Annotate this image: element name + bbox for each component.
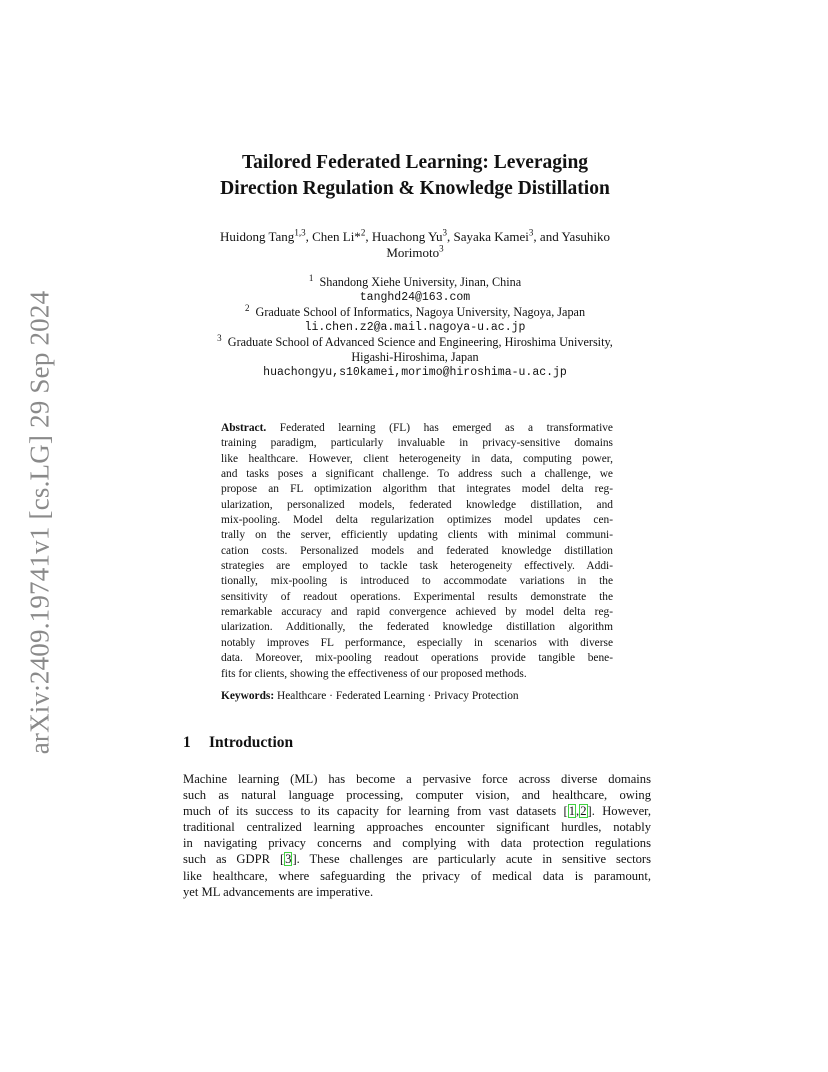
citation-link-1[interactable]: 1 xyxy=(568,804,576,819)
body-line xyxy=(183,851,651,867)
title-line-2: Direction Regulation & Knowledge Distillation xyxy=(220,178,610,199)
paper-title xyxy=(120,150,710,202)
abstract-line: ularization, personalized models, federated knowledge distillation, and xyxy=(221,498,613,511)
abstract-line: notably improves FL performance, especially in scenarios with diverse xyxy=(221,636,613,649)
section-number: 1 xyxy=(183,734,191,751)
abstract-line: mix-pooling. Model delta regularization optimizes model updates cen- xyxy=(221,514,613,527)
citation-link-2[interactable]: 2 xyxy=(580,804,587,819)
affiliations xyxy=(160,272,670,380)
citation-separator: , xyxy=(576,804,580,819)
affil-mark: 1 xyxy=(308,272,314,283)
author-affil-mark: 3 xyxy=(528,227,534,238)
author-affil-mark: 3 xyxy=(442,227,447,238)
author-name: , Sayaka Kamei xyxy=(446,229,529,244)
author-affil-mark: 1,3 xyxy=(294,227,306,238)
section-heading xyxy=(183,734,293,752)
affil-name: Graduate School of Informatics, Nagoya University, Nagoya, Japan xyxy=(255,305,586,319)
abstract-line: strategies are employed to tackle task heterogeneity effectively. Addi- xyxy=(221,560,613,573)
affiliation-1 xyxy=(160,272,670,290)
author-affil-mark: 3 xyxy=(439,243,444,254)
body-line: in navigating privacy concerns and complying with data protection regulations xyxy=(183,836,651,851)
author-name: Huidong Tang xyxy=(219,229,295,244)
affil-mark: 3 xyxy=(217,332,222,343)
keywords xyxy=(221,690,519,702)
affiliation-3-email[interactable]: huachongyu,s10kamei,morimo@hiroshima-u.ac.jp xyxy=(263,366,567,379)
abstract xyxy=(221,421,613,682)
abstract-line: training paradigm, particularly invaluable in privacy-sensitive domains xyxy=(221,437,613,450)
arxiv-stamp xyxy=(17,287,63,757)
body-line: Machine learning (ML) has become a pervasive force across diverse domains xyxy=(183,772,651,786)
abstract-line: fits for clients, showing the effectiveness of our proposed methods. xyxy=(221,667,527,680)
author-list xyxy=(180,229,650,261)
affil-name: Shandong Xiehe University, Jinan, China xyxy=(319,275,522,289)
abstract-line: ularization. Additionally, the federated knowledge distillation algorithm xyxy=(221,621,613,634)
author-line-1 xyxy=(180,229,650,245)
author-affil-mark: 2 xyxy=(360,227,366,238)
abstract-line: cation costs. Personalized models and federated knowledge distillation xyxy=(221,544,613,557)
author-line-2 xyxy=(180,245,650,261)
citation-link-3[interactable]: 3 xyxy=(285,852,292,867)
abstract-line: remarkable accuracy and rapid convergence achieved by model delta reg- xyxy=(221,606,613,619)
affiliation-3 xyxy=(160,332,670,350)
affiliation-1-email[interactable]: tanghd24@163.com xyxy=(359,291,471,304)
title-line-1: Tailored Federated Learning: Leveraging xyxy=(241,152,589,173)
abstract-line: sensitivity of readout operations. Experimental results demonstrate the xyxy=(221,590,613,603)
affiliation-2-email[interactable]: li.chen.z2@a.mail.nagoya-u.ac.jp xyxy=(304,321,526,334)
abstract-line: like healthcare. However, client heterogeneity in data, computing power, xyxy=(221,452,613,465)
affil-mark: 2 xyxy=(244,302,250,313)
abstract-line: data. Moreover, mix-pooling readout operations provide tangible bene- xyxy=(221,652,613,665)
body-line: like healthcare, where safeguarding the privacy of medical data is paramount, xyxy=(183,868,651,883)
abstract-label: Abstract. xyxy=(221,422,267,434)
abstract-line xyxy=(221,421,613,436)
affiliation-3-city: Higashi-Hiroshima, Japan xyxy=(351,350,479,364)
affiliation-2 xyxy=(160,302,670,320)
body-line xyxy=(183,803,651,819)
body-text: such as GDPR [ xyxy=(183,852,285,867)
section-title: Introduction xyxy=(209,734,294,751)
intro-paragraph xyxy=(183,771,651,900)
author-name: , Chen Li* xyxy=(305,229,361,244)
affil-name: Graduate School of Advanced Science and Engineering, Hiroshima University, xyxy=(227,335,613,349)
author-name: , Huachong Yu xyxy=(365,229,443,244)
body-line: such as natural language processing, computer vision, and healthcare, owing xyxy=(183,788,651,803)
author-name: Morimoto xyxy=(386,245,440,260)
body-text: much of its success to its capacity for learning from vast datasets [ xyxy=(183,804,568,819)
body-text: ]. However, xyxy=(587,804,651,819)
keywords-text: Healthcare · Federated Learning · Privacy Protection xyxy=(274,690,519,702)
abstract-line: propose an FL optimization algorithm that integrates model delta reg- xyxy=(221,483,613,496)
body-text: ]. These challenges are particularly acute in sensitive sectors xyxy=(292,852,651,867)
arxiv-id: arXiv:2409.19741v1 [cs.LG] 29 Sep 2024 xyxy=(24,290,55,754)
body-line: traditional centralized learning approaches encounter significant hurdles, notably xyxy=(183,820,651,835)
author-name: , and Yasuhiko xyxy=(533,229,610,244)
abstract-line: and tasks poses a significant challenge. To address such a challenge, we xyxy=(221,468,613,481)
abstract-line: tionally, mix-pooling is introduced to accommodate variations in the xyxy=(221,575,613,588)
keywords-label: Keywords: xyxy=(221,690,275,702)
abstract-line: trally on the server, efficiently updating clients with minimal communi- xyxy=(221,529,613,542)
abstract-text: Federated learning (FL) has emerged as a transformative xyxy=(266,422,613,434)
body-line: yet ML advancements are imperative. xyxy=(183,884,374,899)
